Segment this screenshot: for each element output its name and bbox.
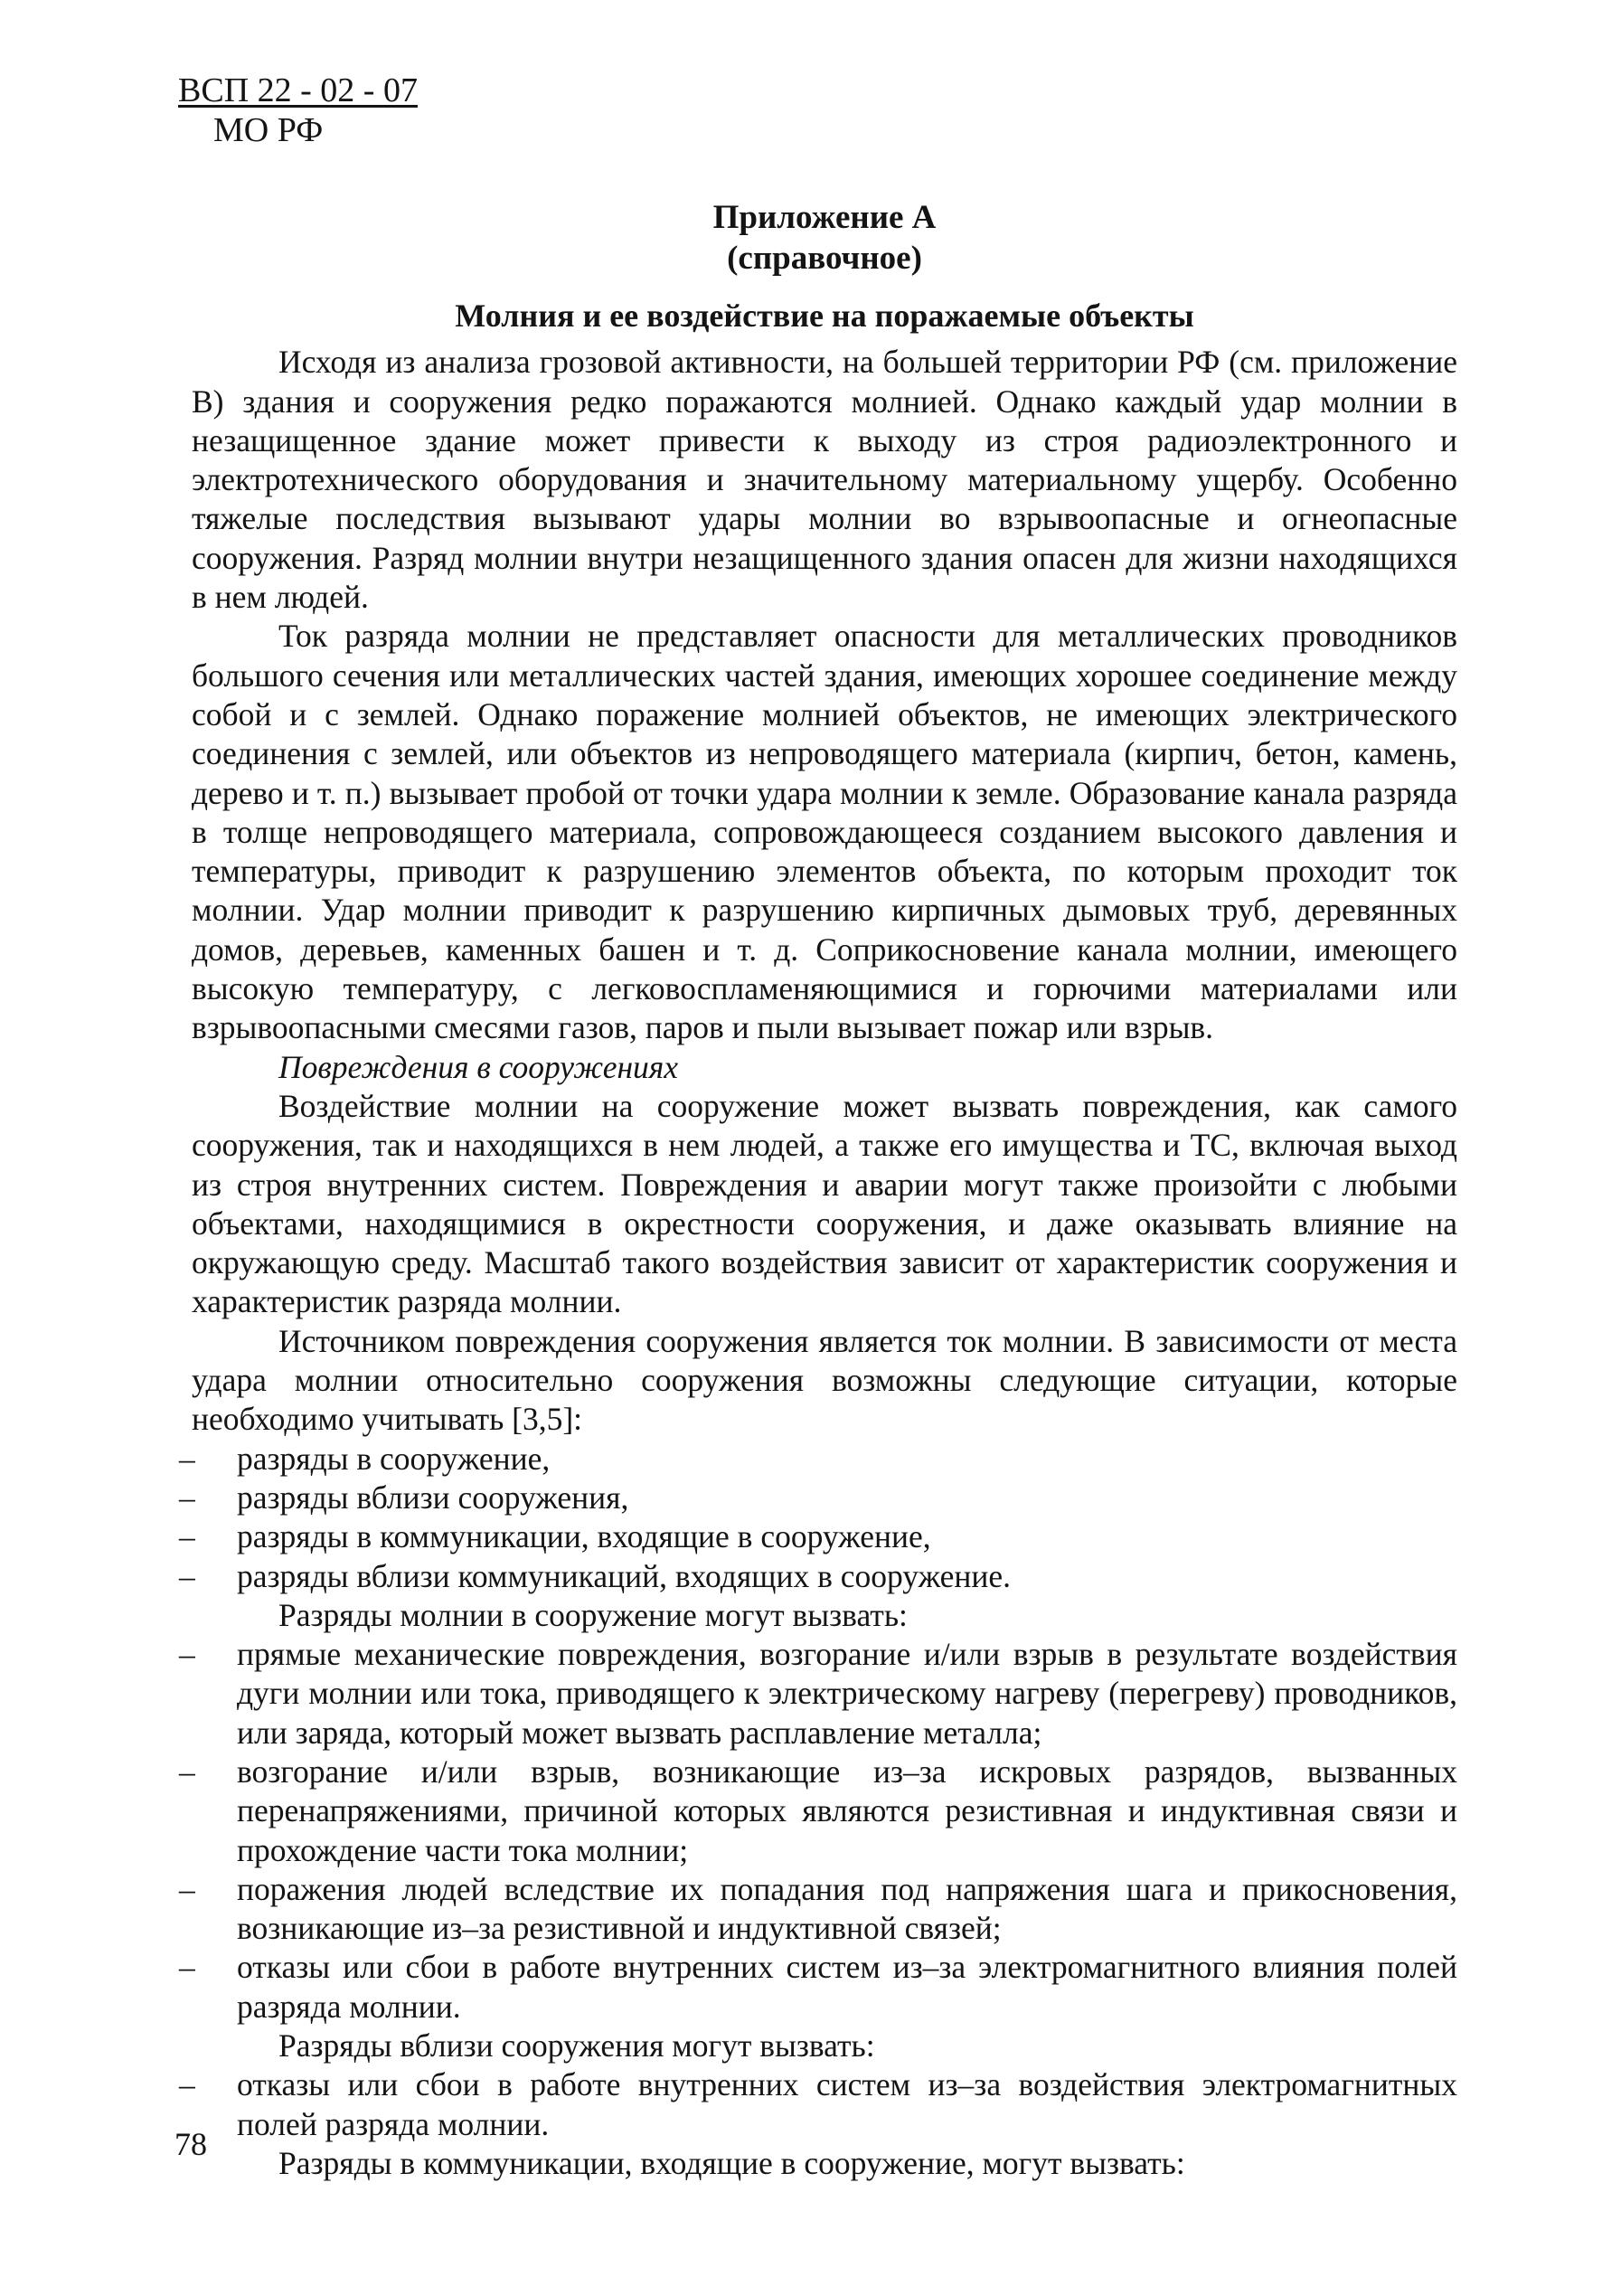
- annex-subtitle: (справочное): [727, 240, 922, 277]
- list-nearby-effects: [179, 2065, 1457, 2144]
- list-item: [179, 1753, 1457, 1870]
- list-item-text: отказы или сбои в работе внутренних систем из–за воздействия электромагнитных полей разряда молнии.: [237, 2066, 1457, 2142]
- dash-marker: –: [179, 1870, 195, 1907]
- list-item: [179, 1948, 1457, 2027]
- paragraph-service-strikes: Разряды в коммуникации, входящие в сооружение, могут вызвать:: [278, 2144, 1185, 2181]
- list-item-text: поражения людей вследствие их попадания под напряжения шага и прикосновения, возникающие из–за резистивной и индуктивной связей;: [237, 1870, 1457, 1947]
- paragraph-impact: Воздействие молнии на сооружение может вызвать повреждения, как самого сооружения, так и находящихся в нем людей, а также его имущества и ТС, включая выход из строя внутренних систем. Повреждения и аварии могут также произойти с любыми объектами, находящимися в окрестности сооружения, и даже оказывать влияние на окружающую среду. Масштаб такого воздействия зависит от характеристик сооружения и характеристик разряда молнии.: [192, 1087, 1457, 1320]
- document-code: ВСП 22 - 02 - 07: [178, 71, 418, 109]
- list-item: [179, 1870, 1457, 1949]
- paragraph-nearby-strikes: Разряды вблизи сооружения могут вызвать:: [278, 2027, 875, 2065]
- list-item-text: разряды в коммуникации, входящие в сооружение,: [237, 1518, 931, 1555]
- list-item: [179, 1635, 1457, 1753]
- list-item-text: возгорание и/или взрыв, возникающие из–за искровых разрядов, вызванных перенапряжениями, причиной которых являются резистивная и индуктивная связи и прохождение части тока молнии;: [237, 1753, 1457, 1868]
- list-item: [179, 1517, 1457, 1556]
- dash-marker: –: [179, 1636, 195, 1673]
- dash-marker: –: [179, 1557, 195, 1594]
- list-item-text: разряды вблизи сооружения,: [237, 1479, 629, 1516]
- list-situations: [179, 1440, 1457, 1596]
- list-item: [179, 2065, 1457, 2144]
- list-direct-effects: [179, 1635, 1457, 2027]
- list-item: [179, 1557, 1457, 1596]
- organization-label: МО РФ: [213, 111, 324, 149]
- list-item-text: разряды в сооружение,: [237, 1440, 551, 1477]
- list-item-text: разряды вблизи коммуникаций, входящих в сооружение.: [237, 1557, 1012, 1594]
- annex-title: Приложение А: [712, 199, 937, 236]
- dash-marker: –: [179, 1753, 195, 1790]
- paragraph-lightning-current: Ток разряда молнии не представляет опасности для металлических проводников большого сечения или металлических частей здания, имеющих хорошее соединение между собой и с землей. Однако поражение молнией объектов, не имеющих электрического соединения с землей, или объектов из непроводящего материала (кирпич, бетон, камень, дерево и т. п.) вызывает пробой от точки удара молнии к земле. Образование канала разряда в толще непроводящего материала, сопровождающееся созданием высокого давления и температуры, приводит к разрушению элементов объекта, по которым проходит ток молнии. Удар молнии приводит к разрушению кирпичных дымовых труб, деревянных домов, деревьев, каменных башен и т. д. Соприкосновение канала молнии, имеющего высокую температуру, с легковоспламеняющимися и горючими материалами или взрывоопасными смесями газов, паров и пыли вызывает пожар или взрыв.: [192, 618, 1457, 1046]
- paragraph-damage-source: Источником повреждения сооружения является ток молнии. В зависимости от места удара молнии относительно сооружения возможны следующие ситуации, которые необходимо учитывать [3,5]:: [192, 1322, 1457, 1438]
- dash-marker: –: [179, 2066, 195, 2103]
- document-header: [178, 71, 418, 150]
- list-item: [179, 1440, 1457, 1479]
- dash-marker: –: [179, 1949, 195, 1986]
- dash-marker: –: [179, 1518, 195, 1555]
- list-item-text: прямые механические повреждения, возгорание и/или взрыв в результате воздействия дуги молнии или тока, приводящего к электрическому нагреву (перегреву) проводников, или заряда, который может вызвать расплавление металла;: [237, 1636, 1457, 1751]
- subheading-damage: Повреждения в сооружениях: [278, 1048, 679, 1085]
- paragraph-direct-strikes: Разряды молнии в сооружение могут вызвать:: [278, 1596, 908, 1633]
- list-item-text: отказы или сбои в работе внутренних систем из–за электромагнитного влияния полей разряда молнии.: [237, 1949, 1457, 2025]
- page-number: 78: [174, 2126, 207, 2162]
- paragraph-lightning-activity: Исходя из анализа грозовой активности, на большей территории РФ (см. приложение В) здания и сооружения редко поражаются молнией. Однако каждый удар молнии в незащищенное здание может привести к выходу из строя радиоэлектронного и электротехнического оборудования и значительному материальному ущербу. Особенно тяжелые последствия вызывают удары молнии во взрывоопасные и огнеопасные сооружения. Разряд молнии внутри незащищенного здания опасен для жизни находящихся в нем людей.: [192, 344, 1457, 616]
- list-item: [179, 1479, 1457, 1517]
- section-title: Молния и ее воздействие на поражаемые объекты: [455, 298, 1194, 334]
- dash-marker: –: [179, 1440, 195, 1477]
- dash-marker: –: [179, 1479, 195, 1516]
